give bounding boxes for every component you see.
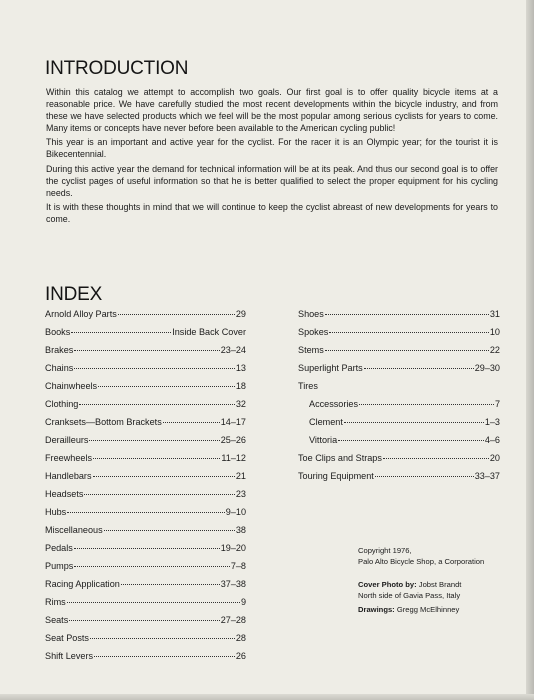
index-entry-page: 1–3 <box>484 417 500 427</box>
intro-paragraph: This year is an important and active year for the cyclist. For the racer it is an Olympic year; for the tourist it is Bikecentennial. <box>46 137 498 160</box>
index-entry-page: 20 <box>489 453 500 463</box>
index-entry-label: Tires <box>298 381 318 391</box>
leader-dots <box>364 368 474 369</box>
index-entry <box>45 363 246 381</box>
index-entry-label: Chainwheels <box>45 381 98 391</box>
index-entry-label: Superlight Parts <box>298 363 363 373</box>
index-entry-label: Freewheels <box>45 453 93 463</box>
index-entry-page: 7–8 <box>230 561 246 571</box>
index-entry <box>298 345 500 363</box>
leader-dots <box>74 566 230 567</box>
credits-block <box>358 546 508 616</box>
index-entry-page: Inside Back Cover <box>172 327 246 337</box>
index-entry <box>45 651 246 669</box>
index-entry-page: 29 <box>235 309 246 319</box>
index-entry <box>45 561 246 579</box>
index-entry-label: Shoes <box>298 309 324 319</box>
index-entry <box>45 597 246 615</box>
index-entry-label: Racing Application <box>45 579 120 589</box>
cover-photo-name: Jobst Brandt <box>418 580 462 590</box>
leader-dots <box>74 548 220 549</box>
index-entry <box>45 453 246 471</box>
index-entry <box>45 417 246 435</box>
intro-paragraph: It is with these thoughts in mind that we will continue to keep the cyclist abreast of new developments for years to come. <box>46 201 498 224</box>
index-entry-page: 29–30 <box>474 363 500 373</box>
leader-dots <box>79 404 235 405</box>
drawings-name: Gregg McElhinney <box>396 605 460 615</box>
index-entry <box>45 345 246 363</box>
index-entry <box>45 633 246 651</box>
index-entry-label: Miscellaneous <box>45 525 103 535</box>
leader-dots <box>93 476 235 477</box>
index-entry-label: Chains <box>45 363 74 373</box>
index-entry-page: 28 <box>235 633 246 643</box>
index-entry <box>45 579 246 597</box>
index-entry-label: Rims <box>45 597 66 607</box>
index-entry-page: 19–20 <box>220 543 246 553</box>
index-entry-page: 18 <box>235 381 246 391</box>
intro-paragraph: During this active year the demand for technical information will be at its peak. And thus our second goal is to offer the cyclist pages of useful information so that he is better qualified to select the proper equipment for his cycling needs. <box>46 163 498 198</box>
index-entry-label: Seats <box>45 615 69 625</box>
index-entry <box>45 489 246 507</box>
leader-dots <box>325 314 489 315</box>
leader-dots <box>325 350 489 351</box>
index-entry-label: Arnold Alloy Parts <box>45 309 117 319</box>
index-entry <box>298 309 500 327</box>
leader-dots <box>71 332 171 333</box>
index-entry-page: 31 <box>489 309 500 319</box>
leader-dots <box>375 476 474 477</box>
intro-paragraph: Within this catalog we attempt to accomplish two goals. Our first goal is to offer quality bicycle items at a reasonable price. We have carefully studied the most recent developments within the bicycle industry, and from these we have selected products which we feel will be the most popular among serious cyclists for years to come. Many items or concepts have never before been available to the American cycling public! <box>46 87 498 134</box>
index-entry-label: Spokes <box>298 327 329 337</box>
index-entry-page: 38 <box>235 525 246 535</box>
index-entry <box>298 327 500 345</box>
index-entry <box>45 381 246 399</box>
leader-dots <box>329 332 489 333</box>
index-entry-page: 27–28 <box>220 615 246 625</box>
index-entry <box>45 309 246 327</box>
cover-photo-line <box>358 580 508 591</box>
index-entry <box>45 327 246 345</box>
index-entry-label: Derailleurs <box>45 435 89 445</box>
index-entry <box>298 453 500 471</box>
company-line: Palo Alto Bicycle Shop, a Corporation <box>358 556 485 566</box>
index-entry-label: Accessories <box>309 399 359 409</box>
index-entry-page: 9 <box>240 597 246 607</box>
index-entry-page: 4–6 <box>484 435 500 445</box>
index-entry-label: Pedals <box>45 543 73 553</box>
index-entry-label: Shift Levers <box>45 651 94 661</box>
index-entry-page: 10 <box>489 327 500 337</box>
leader-dots <box>98 386 235 387</box>
index-entry-label: Headsets <box>45 489 84 499</box>
index-entry <box>45 435 246 453</box>
index-entry-page: 13 <box>235 363 246 373</box>
index-entry-label: Vittoria <box>309 435 338 445</box>
index-entry-page: 23–24 <box>220 345 246 355</box>
index-entry-page: 26 <box>235 651 246 661</box>
index-entry-page: 32 <box>235 399 246 409</box>
leader-dots <box>104 530 235 531</box>
leader-dots <box>383 458 489 459</box>
index-entry-page: 14–17 <box>220 417 246 427</box>
index-entry-label: Seat Posts <box>45 633 89 643</box>
index-entry <box>45 399 246 417</box>
index-entry <box>45 471 246 489</box>
index-entry-label: Pumps <box>45 561 74 571</box>
index-entry-label: Hubs <box>45 507 67 517</box>
index-entry-page: 11–12 <box>221 453 246 463</box>
page-edge-bottom <box>0 694 534 700</box>
leader-dots <box>74 350 219 351</box>
index-entry-label: Cranksets—Bottom Brackets <box>45 417 162 427</box>
introduction-body <box>46 86 498 227</box>
index-entry <box>298 399 500 417</box>
leader-dots <box>94 656 235 657</box>
index-entry-label: Touring Equipment <box>298 471 374 481</box>
leader-dots <box>67 512 225 513</box>
leader-dots <box>93 458 220 459</box>
leader-dots <box>338 440 484 441</box>
index-entry-page: 33–37 <box>474 471 500 481</box>
index-entry <box>298 435 500 453</box>
leader-dots <box>74 368 235 369</box>
drawings-line <box>358 605 508 616</box>
page-edge-right <box>526 0 534 700</box>
index-entry-page: 25–26 <box>220 435 246 445</box>
index-entry-label: Books <box>45 327 71 337</box>
leader-dots <box>67 602 240 603</box>
copyright-line: Copyright 1976, <box>358 546 412 555</box>
index-entry <box>45 507 246 525</box>
index-entry-label: Handlebars <box>45 471 92 481</box>
drawings-label: Drawings: <box>358 605 395 615</box>
leader-dots <box>163 422 220 423</box>
index-entry <box>45 525 246 543</box>
index-entry-label: Stems <box>298 345 324 355</box>
index-entry <box>45 615 246 633</box>
leader-dots <box>121 584 220 585</box>
index-entry <box>298 363 500 381</box>
index-entry-page: 23 <box>235 489 246 499</box>
introduction-heading: INTRODUCTION <box>45 58 189 79</box>
index-column-right <box>298 309 500 489</box>
index-entry-page: 9–10 <box>225 507 246 517</box>
index-entry-label: Clement <box>309 417 343 427</box>
leader-dots <box>90 638 235 639</box>
index-heading: INDEX <box>45 284 103 305</box>
index-entry <box>298 417 500 435</box>
index-entry-label: Clothing <box>45 399 79 409</box>
index-entry <box>298 471 500 489</box>
index-entry-page: 7 <box>494 399 500 409</box>
index-entry-label: Toe Clips and Straps <box>298 453 382 463</box>
index-entry-page: 22 <box>489 345 500 355</box>
index-entry <box>45 543 246 561</box>
leader-dots <box>69 620 219 621</box>
leader-dots <box>84 494 234 495</box>
leader-dots <box>89 440 219 441</box>
index-entry-page: 21 <box>235 471 246 481</box>
cover-location-line: North side of Gavia Pass, Italy <box>358 590 461 600</box>
index-entry-page: 37–38 <box>220 579 246 589</box>
index-column-left <box>45 309 246 669</box>
leader-dots <box>359 404 494 405</box>
cover-photo-label: Cover Photo by: <box>358 580 417 590</box>
leader-dots <box>344 422 484 423</box>
index-entry <box>298 381 500 399</box>
leader-dots <box>118 314 235 315</box>
index-entry-label: Brakes <box>45 345 74 355</box>
